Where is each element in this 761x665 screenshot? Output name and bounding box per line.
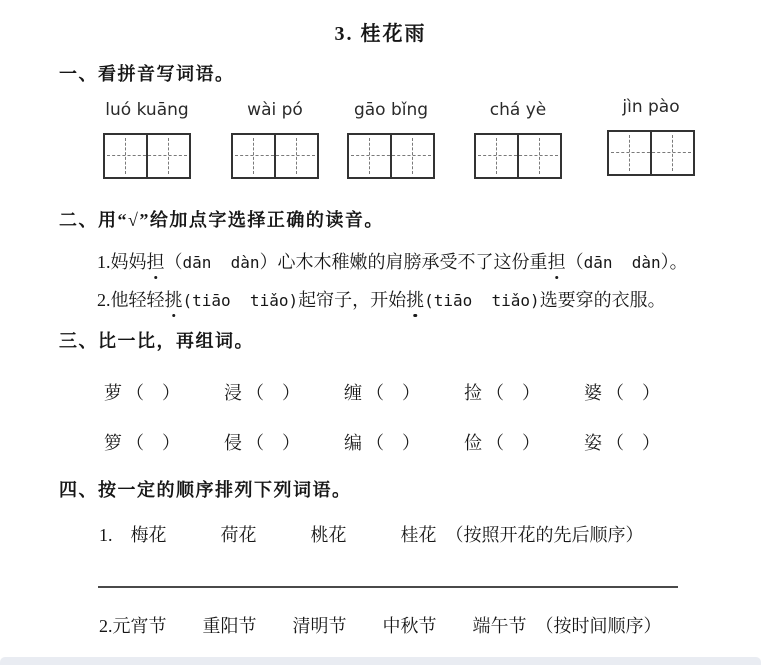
text-segment: 选要穿的衣服。 (539, 290, 666, 310)
text-segment: ）心木木稚嫩的肩膀承受不了这份重 (259, 252, 548, 272)
pinyin-choices: (tiāo tiǎo) (424, 291, 540, 310)
character: 浸 (224, 383, 242, 403)
character: 姿 (584, 433, 602, 453)
word-block-gaobing (347, 100, 435, 179)
answer-bracket: （ ） (486, 383, 540, 403)
pinyin-choices: dān dàn (182, 253, 260, 272)
ordering-item-2: 2.元宵节 重阳节 清明节 中秋节 端午节 （按时间顺序） (99, 616, 662, 636)
answer-line (98, 586, 678, 588)
pinyin-choices: dān dàn (583, 253, 661, 272)
dotted-char: 挑 (406, 286, 424, 312)
section1-heading: 一、看拼音写词语。 (59, 64, 235, 84)
compare-word-unit (464, 379, 540, 405)
answer-bracket: （ ） (366, 433, 420, 453)
character: 编 (344, 433, 362, 453)
compare-word-unit (104, 379, 180, 405)
grid-cell (476, 135, 517, 177)
compare-word-unit (584, 429, 660, 455)
ordering-item-1: 1. 梅花 荷花 桃花 桂花 （按照开花的先后顺序） (99, 525, 644, 545)
word-block-jinpao (607, 97, 695, 176)
answer-bracket: （ ） (246, 433, 300, 453)
word-block-chaye (474, 100, 562, 179)
pinyin-label: jìn pào (622, 97, 680, 117)
answer-bracket: （ ） (126, 433, 180, 453)
section2-heading: 二、用“√”给加点字选择正确的读音。 (59, 210, 384, 230)
compare-words-row-2 (104, 429, 660, 455)
compare-word-unit (464, 429, 540, 455)
grid-cell (233, 135, 274, 177)
character: 俭 (464, 433, 482, 453)
page-title: 3. 桂花雨 (334, 23, 427, 45)
compare-word-unit (104, 429, 180, 455)
compare-word-unit (344, 379, 420, 405)
answer-bracket: （ ） (606, 383, 660, 403)
dotted-char: 担 (548, 248, 566, 274)
pinyin-label: chá yè (489, 100, 547, 120)
character: 侵 (224, 433, 242, 453)
grid-cell (105, 135, 146, 177)
grid-cell (609, 132, 650, 174)
text-segment: ）。 (660, 252, 688, 272)
question-line-2 (97, 286, 666, 312)
character: 缠 (344, 383, 362, 403)
answer-bracket: （ ） (486, 433, 540, 453)
grid-cell (650, 132, 693, 174)
text-segment: （ (565, 252, 584, 272)
dotted-char: 担 (147, 248, 165, 274)
character: 箩 (104, 433, 122, 453)
word-block-waipo (231, 100, 319, 179)
compare-word-unit (224, 379, 300, 405)
answer-bracket: （ ） (606, 433, 660, 453)
character: 萝 (104, 383, 122, 403)
section4-heading: 四、按一定的顺序排列下列词语。 (59, 480, 352, 500)
grid-cell (349, 135, 390, 177)
pinyin-label: gāo bǐng (353, 100, 429, 120)
grid-cell (390, 135, 433, 177)
compare-word-unit (344, 429, 420, 455)
answer-bracket: （ ） (246, 383, 300, 403)
writing-grid (474, 133, 562, 179)
grid-cell (274, 135, 317, 177)
grid-cell (517, 135, 560, 177)
text-segment: 2.他轻轻 (97, 290, 165, 310)
pinyin-label: luó kuāng (105, 100, 189, 120)
word-block-luokuang (103, 100, 191, 179)
dotted-char: 挑 (165, 286, 183, 312)
compare-word-unit (584, 379, 660, 405)
writing-grid (231, 133, 319, 179)
text-segment: 1.妈妈 (97, 252, 147, 272)
compare-word-unit (224, 429, 300, 455)
section3-heading: 三、比一比，再组词。 (59, 331, 254, 351)
writing-grid (103, 133, 191, 179)
answer-bracket: （ ） (366, 383, 420, 403)
text-segment: 起帘子，开始 (298, 290, 407, 310)
grid-cell (146, 135, 189, 177)
question-line-1 (97, 248, 688, 274)
pinyin-choices: (tiāo tiǎo) (182, 291, 299, 310)
character: 婆 (584, 383, 602, 403)
answer-bracket: （ ） (126, 383, 180, 403)
compare-words-row-1 (104, 379, 660, 405)
pinyin-label: wài pó (247, 100, 303, 120)
window-bottom-edge (0, 657, 761, 665)
text-segment: （ (164, 252, 183, 272)
writing-grid (347, 133, 435, 179)
writing-grid (607, 130, 695, 176)
character: 捡 (464, 383, 482, 403)
